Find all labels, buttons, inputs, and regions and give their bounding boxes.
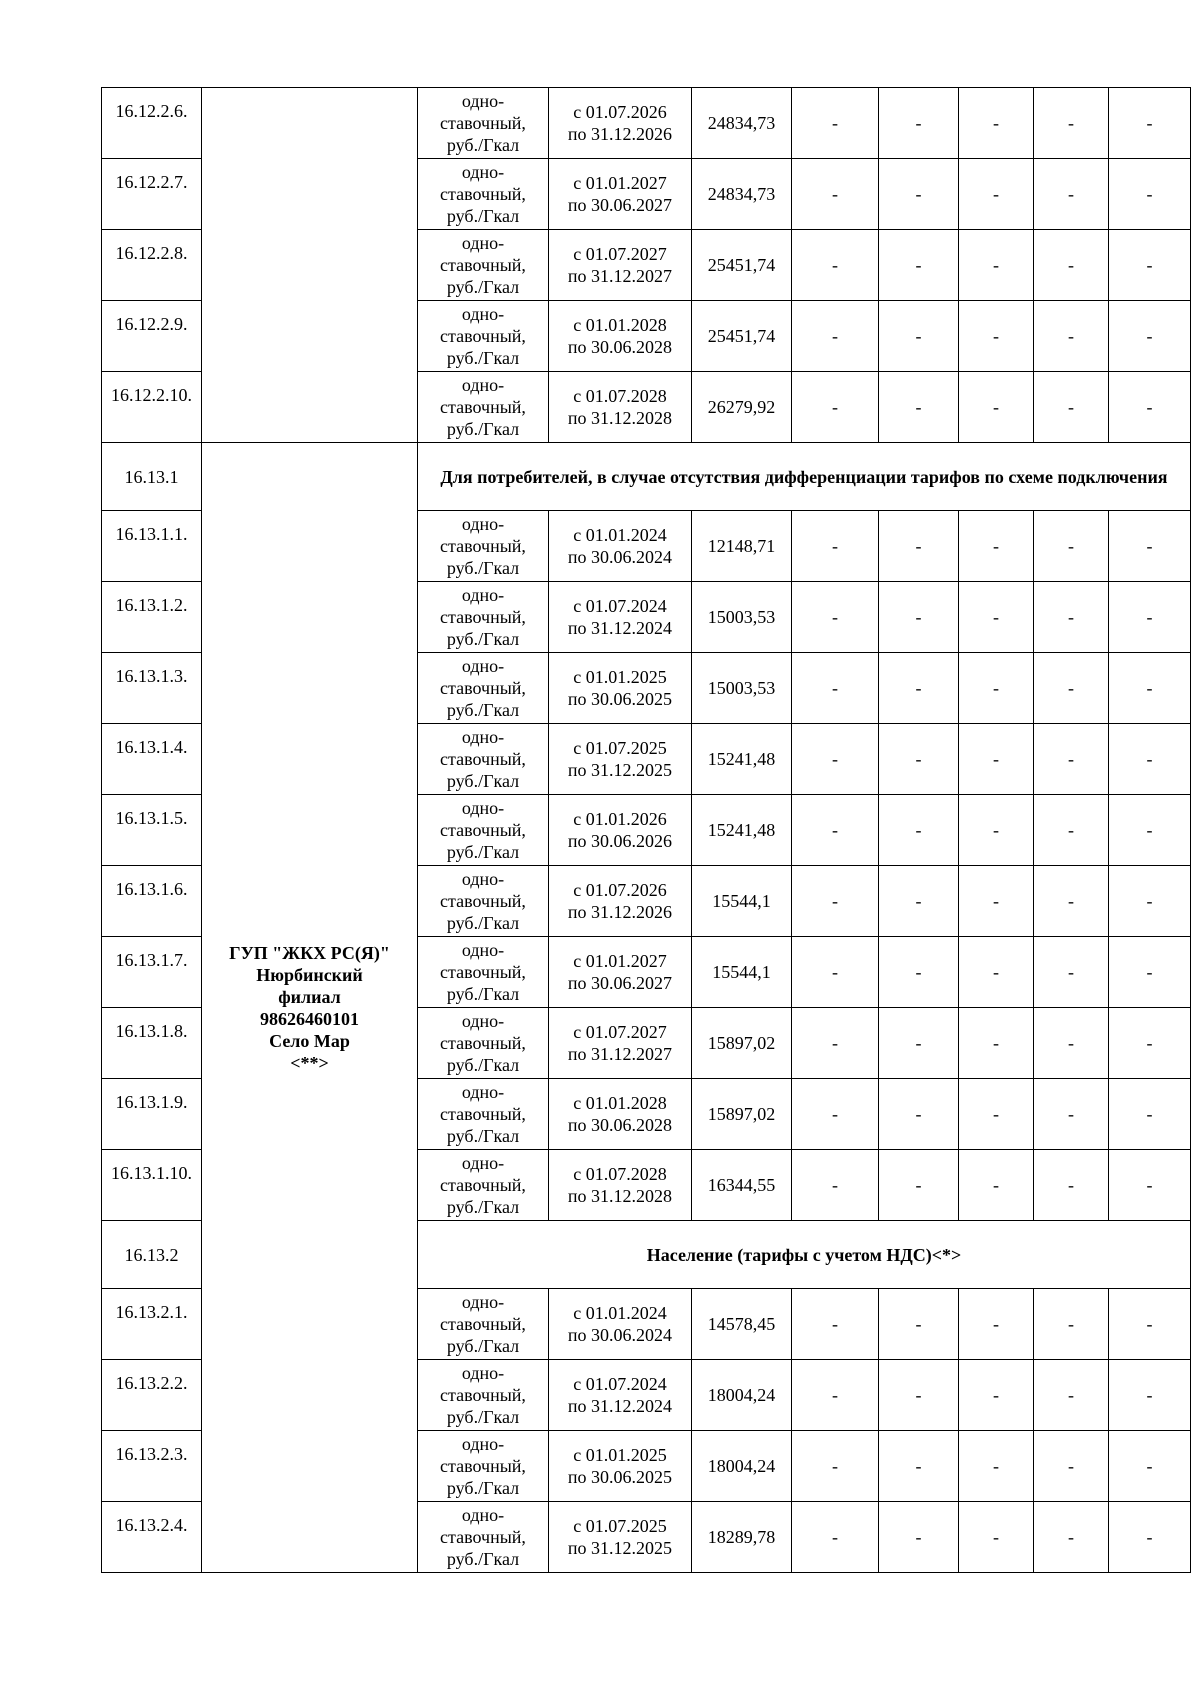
rate-type-cell	[418, 795, 549, 866]
empty-value-dash: -	[959, 1360, 1034, 1431]
rate-type-cell	[418, 866, 549, 937]
empty-value-dash: -	[1034, 301, 1109, 372]
rate-type-cell	[418, 1079, 549, 1150]
period-to: по 30.06.2027	[567, 973, 673, 993]
rate-type-line: ставочный,	[440, 113, 526, 133]
empty-value-dash: -	[1034, 582, 1109, 653]
section-title: Для потребителей, в случае отсутствия дифференциации тарифов по схеме подключения	[418, 443, 1191, 511]
period-cell	[549, 230, 692, 301]
table-row	[102, 88, 1191, 159]
rate-type-line: ставочный,	[440, 749, 526, 769]
period-cell	[549, 724, 692, 795]
rate-type-line: ставочный,	[440, 962, 526, 982]
row-number: 16.13.1.5.	[102, 795, 202, 866]
rate-type-line: руб./Гкал	[446, 1055, 520, 1075]
rate-type-line: одно-	[461, 375, 505, 395]
empty-value-dash: -	[1034, 795, 1109, 866]
rate-type-line: руб./Гкал	[446, 348, 520, 368]
empty-value-dash: -	[1109, 511, 1191, 582]
rate-type-line: руб./Гкал	[446, 419, 520, 439]
empty-value-dash: -	[959, 653, 1034, 724]
rate-type-cell	[418, 653, 549, 724]
period-cell	[549, 1360, 692, 1431]
rate-type-cell	[418, 1360, 549, 1431]
empty-value-dash: -	[1034, 866, 1109, 937]
period-to: по 31.12.2025	[567, 760, 673, 780]
empty-value-dash: -	[1109, 88, 1191, 159]
rate-type-line: одно-	[461, 233, 505, 253]
rate-type-line: ставочный,	[440, 1527, 526, 1547]
period-cell	[549, 1431, 692, 1502]
period-cell	[549, 1079, 692, 1150]
empty-value-dash: -	[1034, 1289, 1109, 1360]
empty-value-dash: -	[879, 1079, 959, 1150]
tariff-value: 15897,02	[692, 1008, 792, 1079]
empty-value-dash: -	[959, 795, 1034, 866]
row-number: 16.13.2.2.	[102, 1360, 202, 1431]
empty-value-dash: -	[959, 372, 1034, 443]
row-number: 16.13.2.4.	[102, 1502, 202, 1573]
rate-type-line: руб./Гкал	[446, 913, 520, 933]
rate-type-line: одно-	[461, 304, 505, 324]
rate-type-cell	[418, 230, 549, 301]
period-from: с 01.07.2026	[573, 102, 667, 122]
period-to: по 31.12.2024	[567, 1396, 673, 1416]
empty-value-dash: -	[1109, 653, 1191, 724]
empty-value-dash: -	[959, 1502, 1034, 1573]
empty-value-dash: -	[879, 653, 959, 724]
rate-type-line: ставочный,	[440, 1314, 526, 1334]
period-cell	[549, 511, 692, 582]
rate-type-cell	[418, 301, 549, 372]
empty-value-dash: -	[792, 230, 879, 301]
period-to: по 30.06.2028	[567, 1115, 673, 1135]
empty-value-dash: -	[959, 159, 1034, 230]
period-from: с 01.07.2026	[573, 880, 667, 900]
empty-value-dash: -	[1034, 1360, 1109, 1431]
empty-value-dash: -	[792, 511, 879, 582]
row-number: 16.13.1.10.	[102, 1150, 202, 1221]
empty-value-dash: -	[1109, 301, 1191, 372]
empty-value-dash: -	[1109, 795, 1191, 866]
empty-value-dash: -	[879, 1360, 959, 1431]
rate-type-cell	[418, 937, 549, 1008]
row-number: 16.12.2.6.	[102, 88, 202, 159]
tariff-value: 18289,78	[692, 1502, 792, 1573]
tariff-value: 25451,74	[692, 230, 792, 301]
tariff-value: 18004,24	[692, 1360, 792, 1431]
rate-type-line: руб./Гкал	[446, 1478, 520, 1498]
period-to: по 30.06.2025	[567, 689, 673, 709]
period-from: с 01.07.2025	[573, 738, 667, 758]
empty-value-dash: -	[879, 1502, 959, 1573]
rate-type-line: ставочный,	[440, 891, 526, 911]
period-to: по 31.12.2026	[567, 902, 673, 922]
tariff-value: 15241,48	[692, 724, 792, 795]
empty-value-dash: -	[792, 866, 879, 937]
period-from: с 01.07.2028	[573, 1164, 667, 1184]
empty-value-dash: -	[879, 1150, 959, 1221]
empty-value-dash: -	[959, 88, 1034, 159]
empty-value-dash: -	[792, 1360, 879, 1431]
rate-type-line: ставочный,	[440, 255, 526, 275]
row-number: 16.13.1.3.	[102, 653, 202, 724]
rate-type-line: руб./Гкал	[446, 700, 520, 720]
rate-type-line: одно-	[461, 1292, 505, 1312]
rate-type-line: ставочный,	[440, 1175, 526, 1195]
rate-type-line: руб./Гкал	[446, 1407, 520, 1427]
row-number: 16.13.1.8.	[102, 1008, 202, 1079]
rate-type-line: руб./Гкал	[446, 558, 520, 578]
empty-value-dash: -	[879, 1431, 959, 1502]
empty-value-dash: -	[1034, 653, 1109, 724]
period-from: с 01.07.2024	[573, 596, 667, 616]
empty-value-dash: -	[792, 301, 879, 372]
rate-type-line: руб./Гкал	[446, 1336, 520, 1356]
section-number: 16.13.1	[102, 443, 202, 511]
period-to: по 30.06.2028	[567, 337, 673, 357]
tariff-value: 15544,1	[692, 937, 792, 1008]
empty-value-dash: -	[1109, 582, 1191, 653]
empty-value-dash: -	[879, 582, 959, 653]
rate-type-cell	[418, 88, 549, 159]
period-from: с 01.07.2027	[573, 1022, 667, 1042]
empty-value-dash: -	[792, 1289, 879, 1360]
tariff-value: 26279,92	[692, 372, 792, 443]
row-number: 16.13.1.2.	[102, 582, 202, 653]
tariff-value: 12148,71	[692, 511, 792, 582]
rate-type-line: руб./Гкал	[446, 1549, 520, 1569]
rate-type-line: одно-	[461, 940, 505, 960]
empty-value-dash: -	[1034, 1431, 1109, 1502]
empty-value-dash: -	[1034, 724, 1109, 795]
organization-line: <**>	[290, 1052, 329, 1073]
row-number: 16.12.2.10.	[102, 372, 202, 443]
rate-type-cell	[418, 1502, 549, 1573]
period-cell	[549, 653, 692, 724]
row-number: 16.12.2.8.	[102, 230, 202, 301]
section-title: Население (тарифы с учетом НДС)<*>	[418, 1221, 1191, 1289]
row-number: 16.13.1.1.	[102, 511, 202, 582]
empty-value-dash: -	[792, 159, 879, 230]
rate-type-line: ставочный,	[440, 397, 526, 417]
empty-value-dash: -	[959, 866, 1034, 937]
period-from: с 01.01.2028	[573, 1093, 667, 1113]
rate-type-line: ставочный,	[440, 536, 526, 556]
org-cell-continued	[202, 88, 418, 443]
empty-value-dash: -	[1109, 1150, 1191, 1221]
rate-type-line: ставочный,	[440, 1033, 526, 1053]
empty-value-dash: -	[1109, 866, 1191, 937]
empty-value-dash: -	[879, 511, 959, 582]
period-to: по 31.12.2027	[567, 266, 673, 286]
row-number: 16.13.1.9.	[102, 1079, 202, 1150]
tariff-value: 14578,45	[692, 1289, 792, 1360]
row-number: 16.13.1.6.	[102, 866, 202, 937]
empty-value-dash: -	[1109, 937, 1191, 1008]
empty-value-dash: -	[959, 511, 1034, 582]
period-cell	[549, 159, 692, 230]
empty-value-dash: -	[792, 937, 879, 1008]
empty-value-dash: -	[959, 1289, 1034, 1360]
empty-value-dash: -	[959, 1079, 1034, 1150]
rate-type-cell	[418, 372, 549, 443]
rate-type-line: ставочный,	[440, 1456, 526, 1476]
empty-value-dash: -	[1034, 511, 1109, 582]
rate-type-line: одно-	[461, 869, 505, 889]
tariff-value: 18004,24	[692, 1431, 792, 1502]
empty-value-dash: -	[1109, 724, 1191, 795]
period-cell	[549, 582, 692, 653]
empty-value-dash: -	[1109, 1008, 1191, 1079]
rate-type-line: ставочный,	[440, 820, 526, 840]
rate-type-line: руб./Гкал	[446, 1197, 520, 1217]
rate-type-line: одно-	[461, 1434, 505, 1454]
empty-value-dash: -	[1109, 159, 1191, 230]
rate-type-line: одно-	[461, 727, 505, 747]
period-to: по 31.12.2024	[567, 618, 673, 638]
empty-value-dash: -	[879, 724, 959, 795]
period-from: с 01.07.2024	[573, 1374, 667, 1394]
empty-value-dash: -	[1109, 1360, 1191, 1431]
empty-value-dash: -	[1109, 1431, 1191, 1502]
empty-value-dash: -	[959, 937, 1034, 1008]
empty-value-dash: -	[879, 937, 959, 1008]
rate-type-line: руб./Гкал	[446, 629, 520, 649]
rate-type-line: одно-	[461, 1011, 505, 1031]
empty-value-dash: -	[792, 1008, 879, 1079]
rate-type-cell	[418, 511, 549, 582]
rate-type-line: руб./Гкал	[446, 206, 520, 226]
tariff-value: 15003,53	[692, 653, 792, 724]
empty-value-dash: -	[879, 1289, 959, 1360]
empty-value-dash: -	[959, 301, 1034, 372]
empty-value-dash: -	[1034, 230, 1109, 301]
empty-value-dash: -	[879, 159, 959, 230]
period-to: по 30.06.2024	[567, 1325, 673, 1345]
empty-value-dash: -	[1109, 230, 1191, 301]
empty-value-dash: -	[792, 1431, 879, 1502]
period-from: с 01.01.2025	[573, 667, 667, 687]
rate-type-line: одно-	[461, 514, 505, 534]
tariff-value: 15241,48	[692, 795, 792, 866]
period-cell	[549, 795, 692, 866]
empty-value-dash: -	[1034, 1008, 1109, 1079]
empty-value-dash: -	[879, 795, 959, 866]
rate-type-line: одно-	[461, 585, 505, 605]
period-to: по 31.12.2028	[567, 408, 673, 428]
empty-value-dash: -	[792, 724, 879, 795]
section-number: 16.13.2	[102, 1221, 202, 1289]
period-cell	[549, 1289, 692, 1360]
rate-type-line: одно-	[461, 1153, 505, 1173]
empty-value-dash: -	[792, 372, 879, 443]
period-to: по 30.06.2024	[567, 547, 673, 567]
empty-value-dash: -	[879, 1008, 959, 1079]
row-number: 16.13.2.3.	[102, 1431, 202, 1502]
organization-line: ГУП "ЖКХ РС(Я)"	[229, 942, 390, 963]
period-to: по 31.12.2028	[567, 1186, 673, 1206]
rate-type-line: ставочный,	[440, 1104, 526, 1124]
period-to: по 30.06.2027	[567, 195, 673, 215]
tariff-value: 15544,1	[692, 866, 792, 937]
organization-cell	[202, 443, 418, 1573]
empty-value-dash: -	[792, 88, 879, 159]
rate-type-line: одно-	[461, 1363, 505, 1383]
rate-type-cell	[418, 1289, 549, 1360]
empty-value-dash: -	[959, 1150, 1034, 1221]
rate-type-line: одно-	[461, 1082, 505, 1102]
rate-type-line: ставочный,	[440, 678, 526, 698]
rate-type-line: руб./Гкал	[446, 277, 520, 297]
rate-type-line: ставочный,	[440, 1385, 526, 1405]
rate-type-line: руб./Гкал	[446, 135, 520, 155]
row-number: 16.12.2.9.	[102, 301, 202, 372]
empty-value-dash: -	[879, 230, 959, 301]
tariff-value: 24834,73	[692, 159, 792, 230]
empty-value-dash: -	[792, 582, 879, 653]
rate-type-line: ставочный,	[440, 607, 526, 627]
empty-value-dash: -	[1034, 1502, 1109, 1573]
rate-type-cell	[418, 1150, 549, 1221]
organization-line: филиал	[278, 986, 341, 1007]
period-from: с 01.07.2025	[573, 1516, 667, 1536]
period-cell	[549, 937, 692, 1008]
period-from: с 01.01.2026	[573, 809, 667, 829]
rate-type-line: одно-	[461, 1505, 505, 1525]
rate-type-line: одно-	[461, 656, 505, 676]
tariff-value: 15003,53	[692, 582, 792, 653]
empty-value-dash: -	[1034, 1150, 1109, 1221]
period-cell	[549, 88, 692, 159]
rate-type-cell	[418, 1431, 549, 1502]
empty-value-dash: -	[792, 1502, 879, 1573]
period-from: с 01.01.2025	[573, 1445, 667, 1465]
empty-value-dash: -	[792, 1150, 879, 1221]
period-to: по 30.06.2025	[567, 1467, 673, 1487]
period-to: по 31.12.2025	[567, 1538, 673, 1558]
empty-value-dash: -	[879, 88, 959, 159]
empty-value-dash: -	[792, 795, 879, 866]
rate-type-cell	[418, 1008, 549, 1079]
organization-line: Нюрбинский	[256, 964, 363, 985]
empty-value-dash: -	[1109, 372, 1191, 443]
tariff-value: 16344,55	[692, 1150, 792, 1221]
period-from: с 01.01.2027	[573, 951, 667, 971]
rate-type-cell	[418, 159, 549, 230]
period-from: с 01.01.2028	[573, 315, 667, 335]
empty-value-dash: -	[879, 866, 959, 937]
rate-type-line: руб./Гкал	[446, 1126, 520, 1146]
period-from: с 01.01.2024	[573, 1303, 667, 1323]
tariff-value: 25451,74	[692, 301, 792, 372]
rate-type-line: одно-	[461, 91, 505, 111]
empty-value-dash: -	[792, 1079, 879, 1150]
rate-type-line: руб./Гкал	[446, 984, 520, 1004]
rate-type-line: ставочный,	[440, 184, 526, 204]
period-to: по 30.06.2026	[567, 831, 673, 851]
rate-type-line: одно-	[461, 798, 505, 818]
empty-value-dash: -	[1034, 1079, 1109, 1150]
period-cell	[549, 301, 692, 372]
rate-type-cell	[418, 724, 549, 795]
period-from: с 01.07.2027	[573, 244, 667, 264]
tariff-table	[101, 87, 1191, 1573]
empty-value-dash: -	[1034, 937, 1109, 1008]
rate-type-line: руб./Гкал	[446, 842, 520, 862]
empty-value-dash: -	[1034, 372, 1109, 443]
empty-value-dash: -	[959, 230, 1034, 301]
empty-value-dash: -	[792, 653, 879, 724]
rate-type-line: одно-	[461, 162, 505, 182]
empty-value-dash: -	[879, 301, 959, 372]
row-number: 16.12.2.7.	[102, 159, 202, 230]
row-number: 16.13.1.4.	[102, 724, 202, 795]
row-number: 16.13.1.7.	[102, 937, 202, 1008]
empty-value-dash: -	[1109, 1079, 1191, 1150]
empty-value-dash: -	[879, 372, 959, 443]
period-from: с 01.01.2027	[573, 173, 667, 193]
period-cell	[549, 1502, 692, 1573]
tariff-value: 24834,73	[692, 88, 792, 159]
period-to: по 31.12.2026	[567, 124, 673, 144]
rate-type-line: руб./Гкал	[446, 771, 520, 791]
tariff-table-body	[102, 88, 1191, 1573]
period-from: с 01.07.2028	[573, 386, 667, 406]
empty-value-dash: -	[1109, 1289, 1191, 1360]
rate-type-line: ставочный,	[440, 326, 526, 346]
period-from: с 01.01.2024	[573, 525, 667, 545]
row-number: 16.13.2.1.	[102, 1289, 202, 1360]
section-row	[102, 443, 1191, 511]
period-cell	[549, 1008, 692, 1079]
period-cell	[549, 866, 692, 937]
period-cell	[549, 1150, 692, 1221]
empty-value-dash: -	[1034, 159, 1109, 230]
tariff-value: 15897,02	[692, 1079, 792, 1150]
empty-value-dash: -	[959, 1008, 1034, 1079]
empty-value-dash: -	[959, 724, 1034, 795]
rate-type-cell	[418, 582, 549, 653]
period-cell	[549, 372, 692, 443]
empty-value-dash: -	[1109, 1502, 1191, 1573]
organization-line: Село Мар	[269, 1030, 350, 1051]
empty-value-dash: -	[959, 1431, 1034, 1502]
period-to: по 31.12.2027	[567, 1044, 673, 1064]
empty-value-dash: -	[959, 582, 1034, 653]
empty-value-dash: -	[1034, 88, 1109, 159]
organization-line: 98626460101	[260, 1008, 359, 1029]
